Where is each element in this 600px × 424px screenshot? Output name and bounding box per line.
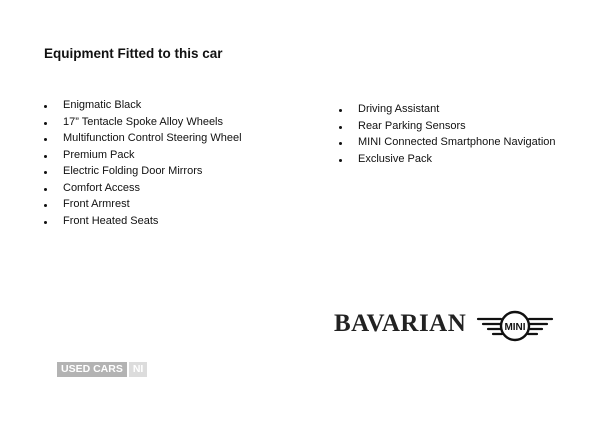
dealer-name: BAVARIAN [334, 310, 467, 337]
list-item: Comfort Access [44, 180, 242, 197]
page-title: Equipment Fitted to this car [44, 46, 223, 61]
list-item: Front Heated Seats [44, 213, 242, 230]
list-item: MINI Connected Smartphone Navigation [339, 134, 556, 151]
list-item: Premium Pack [44, 147, 242, 164]
list-item: 17” Tentacle Spoke Alloy Wheels [44, 114, 242, 131]
list-item: Multifunction Control Steering Wheel [44, 130, 242, 147]
svg-text:MINI: MINI [504, 322, 526, 333]
list-item: Driving Assistant [339, 101, 556, 118]
equipment-list-left [44, 97, 242, 229]
list-item: Electric Folding Door Mirrors [44, 163, 242, 180]
used-cars-ni-badge [57, 362, 147, 377]
list-item: Front Armrest [44, 196, 242, 213]
region-label: NI [129, 362, 148, 377]
list-item: Rear Parking Sensors [339, 118, 556, 135]
list-item: Enigmatic Black [44, 97, 242, 114]
mini-logo-icon [476, 308, 554, 344]
used-cars-label: USED CARS [57, 362, 127, 377]
equipment-list-right [339, 101, 556, 167]
list-item: Exclusive Pack [339, 151, 556, 168]
